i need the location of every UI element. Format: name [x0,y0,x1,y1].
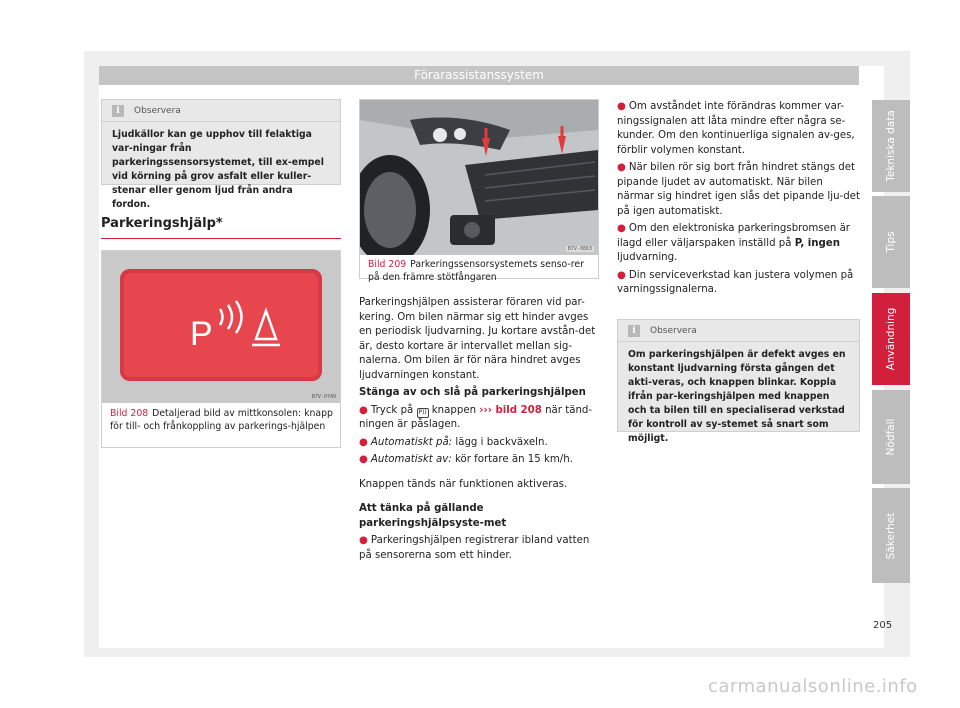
bullet-text: Din serviceverkstad kan justera volymen på varningssignalerna. [617,269,854,295]
figure-label: Bild 209 [368,259,407,270]
watermark: carmanualsonline.info [708,676,918,697]
bullet-icon: ● [359,454,368,465]
bullet-icon: ● [359,436,368,448]
middle-column-text [359,296,603,563]
note-header [618,320,859,342]
bullet-text: ljudvarning. [617,252,678,263]
figure-code: B7V-0863 [567,246,592,252]
parking-assist-button-illustration [120,269,322,381]
bullet-auto-off [359,453,603,468]
tab-tips[interactable] [872,196,910,288]
note-heading: Observera [134,105,181,116]
tab-label: Användning [885,307,897,371]
front-bumper-illustration [360,100,598,255]
note-box-sound-sources [101,99,341,210]
bullet-text: När bilen rör sig bort från hindret stängs det pipande ljudet av automatiskt. När bilen närmar sig hindret igen slås det pipande lju-det på igen automatiskt. [617,162,860,217]
bullet-icon: ● [617,269,626,281]
bullet-text: Om den elektroniska parkeringsbromsen är ilagd eller väljarspaken inställd på [617,223,850,249]
bullet-service-volume [617,269,860,298]
tab-label: Säkerhet [885,512,897,559]
tab-label: Tips [885,231,897,253]
subheading-toggle: Stänga av och slå på parkeringshjälpen [359,387,586,398]
tab-tekniska-data[interactable] [872,100,910,192]
note-body: Om parkeringshjälpen är defekt avges en konstant ljudvarning första gången det akti-veras, och knappen blinkar. Koppla ifrån par-keringshjälpen med knappen och ta bilen till en specialiserad verkstad för kontroll av sy-stemet så snart som möjligt. [628,349,846,444]
parking-sensor-symbol [120,269,322,381]
page-number: 205 [873,620,893,631]
bullet-text: Tryck på [370,404,414,416]
note-body: Ljudkällor kan ge upphov till felaktiga var-ningar från parkeringssensorsystemet, till ex-empel vid körning på grov asfalt eller kuller-stenar eller genom ljud från andra fordon. [112,129,324,210]
bullet-label: Automatiskt på: [370,436,453,448]
section-title: Parkeringshjälp* [101,216,341,239]
bullet-distance-unchanged [617,100,860,158]
bullet-icon: ● [617,162,626,173]
page-header: Förarassistanssystem [99,66,859,85]
bullet-text: Parkeringshjälpen registrerar ibland vatten på sensorerna som ett hinder. [359,535,590,561]
figure-208 [101,250,341,448]
bullet-press-button [359,404,603,433]
bullet-text: knappen [431,404,477,416]
tab-label: Tekniska data [885,110,897,182]
note-box-defect [617,319,860,444]
tab-sakerhet[interactable] [872,488,910,583]
figure-label: Bild 208 [110,408,149,419]
bullet-text: kör fortare än 15 km/h. [454,454,573,465]
tab-anvandning[interactable] [872,293,910,385]
figure-reference-link[interactable]: ››› bild 208 [479,404,542,416]
bullet-icon: ● [617,101,626,112]
note-heading: Observera [650,325,697,336]
info-icon: i [112,105,124,117]
bullet-text: när tänd-ningen är påslagen. [359,404,593,430]
bullet-text: lägg i backväxeln. [455,436,548,448]
figure-209 [359,99,599,283]
paragraph-button-lights: Knappen tänds när funktionen aktiveras. [359,478,568,490]
subheading-considerations: Att tänka på gällande parkeringshjälpsyste-met [359,503,507,529]
caption-text: Parkeringssensorsystemets senso-rer på den främre stötfångaren [368,259,584,283]
info-icon: i [628,325,640,337]
bullet-text: Om avståndet inte förändras kommer var-ningssignalen att låta mindre efter några se-kunder. Om den kontinuerliga signalen av-ges, förblir volymen konstant. [617,101,855,156]
tab-nodfall[interactable] [872,390,910,484]
bullet-icon: ● [359,535,368,546]
tab-label: Nödfall [885,418,897,456]
intro-paragraph: Parkeringshjälpen assisterar föraren vid par-kering. Om bilen närmar sig ett hinder avges en periodisk ljudvarning. Ju kortare avstån-det är, desto kortare är intervallet mellan sig-nalerna. Om bilen är för nära hindret avges ljudvarningen konstant. [359,297,596,381]
figure-209-caption [368,258,594,284]
caption-text: Detaljerad bild av mittkonsolen: knapp för till- och frånkoppling av parkerings-hjälpen [110,408,333,432]
figure-208-caption [110,407,336,433]
figure-209-image [360,100,598,255]
bullet-label: Automatiskt av: [370,454,452,465]
bullet-parking-brake [617,222,860,266]
note-header [102,100,340,122]
parking-button-icon: P)) [418,408,427,416]
bullet-icon: ● [617,223,626,234]
right-column-text [617,100,860,298]
bullet-bold-text: P, ingen [794,237,840,249]
parking-p-letter: P [190,315,213,353]
bullet-moving-away [617,161,860,219]
bullet-auto-on [359,436,603,451]
bullet-water-sensors [359,534,603,563]
figure-208-image [102,251,340,403]
figure-code: B7V-0749 [311,394,336,400]
bullet-icon: ● [359,404,368,416]
